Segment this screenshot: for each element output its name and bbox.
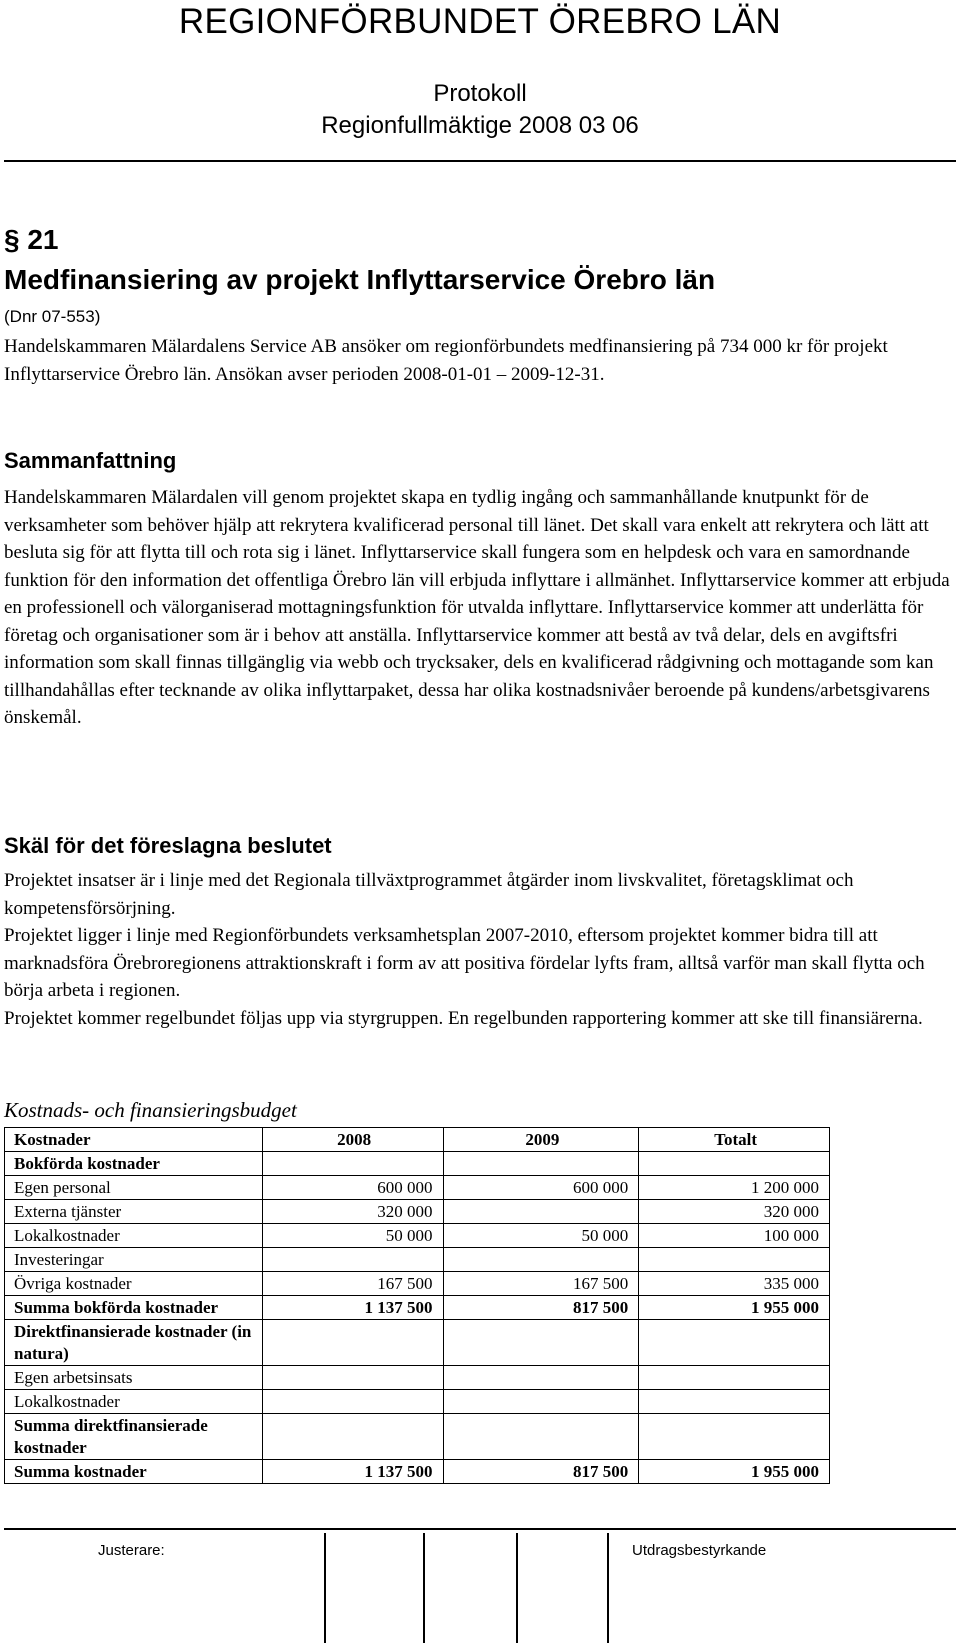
- cell-2008: [262, 1390, 443, 1414]
- utdragsbestyrkande-label: Utdragsbestyrkande: [632, 1542, 767, 1559]
- table-row: [5, 1200, 830, 1224]
- column-header: Kostnader: [5, 1128, 263, 1152]
- cell-2008: 1 137 500: [262, 1296, 443, 1320]
- cell-total: [639, 1152, 830, 1176]
- cell-2009: [443, 1248, 639, 1272]
- cell-total: 1 955 000: [639, 1460, 830, 1484]
- table-row: [5, 1224, 830, 1248]
- row-label: Summa direktfinansierade kostnader: [5, 1414, 263, 1460]
- cell-2009: 817 500: [443, 1296, 639, 1320]
- cell-2008: [262, 1366, 443, 1390]
- row-label: Lokalkostnader: [5, 1224, 263, 1248]
- table-row: [5, 1366, 830, 1390]
- row-label: Bokförda kostnader: [5, 1152, 263, 1176]
- cell-2008: [262, 1248, 443, 1272]
- table-row: [5, 1272, 830, 1296]
- reasons-heading: Skäl för det föreslagna beslutet: [4, 833, 332, 858]
- cell-total: [639, 1366, 830, 1390]
- organization-title: REGIONFÖRBUNDET ÖREBRO LÄN: [178, 2, 782, 41]
- cell-2009: [443, 1366, 639, 1390]
- cell-total: 320 000: [639, 1200, 830, 1224]
- cell-2008: 1 137 500: [262, 1460, 443, 1484]
- signature-box-divider: [516, 1533, 518, 1643]
- footer-divider: [4, 1528, 956, 1530]
- summary-heading: Sammanfattning: [4, 448, 177, 473]
- row-label: Direktfinansierade kostnader (in natura): [5, 1320, 263, 1366]
- cell-2009: [443, 1320, 639, 1366]
- table-row: [5, 1152, 830, 1176]
- column-header: 2009: [443, 1128, 639, 1152]
- table-row: [5, 1176, 830, 1200]
- row-label: Summa kostnader: [5, 1460, 263, 1484]
- cell-2008: [262, 1320, 443, 1366]
- cell-2008: 600 000: [262, 1176, 443, 1200]
- column-header: 2008: [262, 1128, 443, 1152]
- table-row: [5, 1248, 830, 1272]
- row-label: Egen arbetsinsats: [5, 1366, 263, 1390]
- cell-2009: 167 500: [443, 1272, 639, 1296]
- header-divider: [4, 160, 956, 162]
- cell-2009: [443, 1390, 639, 1414]
- cell-2009: [443, 1414, 639, 1460]
- column-header: Totalt: [639, 1128, 830, 1152]
- cell-2009: 600 000: [443, 1176, 639, 1200]
- signature-box-divider: [423, 1533, 425, 1643]
- row-label: Övriga kostnader: [5, 1272, 263, 1296]
- table-row: [5, 1296, 830, 1320]
- row-label: Summa bokförda kostnader: [5, 1296, 263, 1320]
- cell-2009: [443, 1200, 639, 1224]
- table-header-row: [5, 1128, 830, 1152]
- paragraph-number: § 21: [4, 224, 59, 255]
- cell-2009: [443, 1152, 639, 1176]
- signature-box-divider: [324, 1533, 326, 1643]
- cell-2008: [262, 1152, 443, 1176]
- document-type: Protokoll: [433, 80, 527, 107]
- cell-total: 1 955 000: [639, 1296, 830, 1320]
- cell-2008: 167 500: [262, 1272, 443, 1296]
- budget-table: [4, 1127, 830, 1484]
- paragraph-title: Medfinansiering av projekt Inflyttarservice Örebro län: [4, 264, 716, 295]
- cell-2009: 50 000: [443, 1224, 639, 1248]
- cell-2008: 320 000: [262, 1200, 443, 1224]
- cell-total: [639, 1414, 830, 1460]
- reasons-text: [4, 867, 954, 1032]
- row-label: Investeringar: [5, 1248, 263, 1272]
- cell-total: [639, 1320, 830, 1366]
- intro-text: Handelskammaren Mälardalens Service AB ansöker om regionförbundets medfinansiering på 734 000 kr för projekt Inflyttarservice Örebro län. Ansökan avser perioden 2008-01-01 – 2009-12-31.: [4, 336, 888, 385]
- cell-total: 1 200 000: [639, 1176, 830, 1200]
- row-label: Egen personal: [5, 1176, 263, 1200]
- row-label: Lokalkostnader: [5, 1390, 263, 1414]
- cell-total: 100 000: [639, 1224, 830, 1248]
- row-label: Externa tjänster: [5, 1200, 263, 1224]
- dnr-reference: (Dnr 07-553): [4, 307, 101, 326]
- cell-2008: 50 000: [262, 1224, 443, 1248]
- cell-2008: [262, 1414, 443, 1460]
- justerare-label: Justerare:: [98, 1542, 165, 1559]
- cell-total: [639, 1248, 830, 1272]
- table-row: [5, 1390, 830, 1414]
- cell-2009: 817 500: [443, 1460, 639, 1484]
- signature-box-divider: [607, 1533, 609, 1643]
- reasons-paragraph-3: Projektet kommer regelbundet följas upp via styrgruppen. En regelbunden rapportering kommer att ske till finansiärerna.: [4, 1007, 923, 1029]
- meeting-title: Regionfullmäktige 2008 03 06: [321, 112, 639, 139]
- table-row: [5, 1320, 830, 1366]
- cell-total: 335 000: [639, 1272, 830, 1296]
- reasons-paragraph-2: Projektet ligger i linje med Regionförbundets verksamhetsplan 2007-2010, eftersom projektet kommer bidra till att marknadsföra Örebroregionens attraktionskraft i form av att positiva fördelar lyfts fram, alltså varför man skall flytta och börja arbeta i regionen.: [4, 925, 925, 1001]
- table-row: [5, 1460, 830, 1484]
- reasons-paragraph-1: Projektet insatser är i linje med det Regionala tillväxtprogrammet åtgärder inom livskvalitet, företagsklimat och kompetensförsörjning.: [4, 870, 854, 919]
- cell-total: [639, 1390, 830, 1414]
- table-row: [5, 1414, 830, 1460]
- summary-text: Handelskammaren Mälardalen vill genom projektet skapa en tydlig ingång och sammanhållande knutpunkt för de verksamheter som behöver hjälp att rekrytera kvalificerad personal till länet. Det skall vara enkelt att rekrytera och lätt att besluta sig för att flytta till och rota sig i länet. Inflyttarservice skall fungera som en helpdesk och vara en samordnande funktion för den information det offentliga Örebro län vill erbjuda inflyttare i allmänhet. Inflyttarservice kommer att erbjuda en professionell och välorganiserad mottagningsfunktion för utvalda inflyttare. Inflyttarservice kommer att underlätta för företag och organisationer som är i behov att anställa. Inflyttarservice kommer att bestå av två delar, dels en avgiftsfri information som skall finnas tillgänglig via webb och trycksaker, dels en kvalificerad rådgivning och mottagande som kan tillhandahållas efter tecknande av olika inflyttarpaket, dessa har olika kostnadsnivåer beroende på kundens/arbetsgivarens önskemål.: [4, 487, 950, 728]
- budget-heading: Kostnads- och finansieringsbudget: [4, 1098, 297, 1122]
